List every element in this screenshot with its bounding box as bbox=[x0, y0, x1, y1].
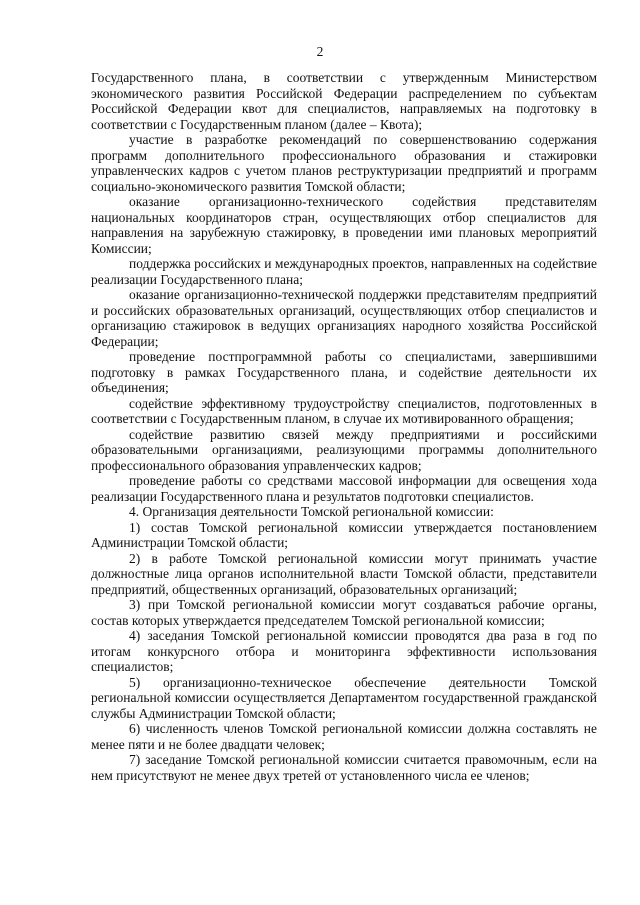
paragraph-employment: содействие эффективному трудоустройству специалистов, подготовленных в соответствии с Государственным планом, в случае их мотивированного обращения; bbox=[91, 395, 597, 426]
document-body bbox=[91, 70, 597, 783]
page-number: 2 bbox=[316, 44, 324, 59]
list-item-3: 3) при Томской региональной комиссии могут создаваться рабочие органы, состав которых утверждается председателем Томской региональной комиссии; bbox=[91, 597, 597, 628]
paragraph-relations: содействие развитию связей между предприятиями и российскими образовательными организациями, реализующими программы дополнительного профессионального образования управленческих кадров; bbox=[91, 426, 597, 473]
list-item-4: 4) заседания Томской региональной комиссии проводятся два раза в год по итогам конкурсного отбора и мониторинга эффективности использования специалистов; bbox=[91, 628, 597, 674]
list-item-1: 1) состав Томской региональной комиссии утверждается постановлением Администрации Томской области; bbox=[91, 519, 597, 550]
list-item-7: 7) заседание Томской региональной комиссии считается правомочным, если на нем присутствуют не менее двух третей от установленного числа ее членов; bbox=[91, 752, 597, 783]
list-item-6: 6) численность членов Томской региональной комиссии должна составлять не менее пяти и не более двадцати человек; bbox=[91, 721, 597, 752]
paragraph-projects-support: поддержка российских и международных проектов, направленных на содействие реализации Государственного плана; bbox=[91, 256, 597, 287]
paragraph-support-coordinators: оказание организационно-технического содействия представителям национальных координаторов стран, осуществляющих отбор специалистов для направления на зарубежную стажировку, в проведении ими плановых мероприятий Комиссии; bbox=[91, 194, 597, 256]
paragraph-media: проведение работы со средствами массовой информации для освещения хода реализации Государственного плана и результатов подготовки специалистов. bbox=[91, 473, 597, 504]
section-heading-organization: 4. Организация деятельности Томской региональной комиссии: bbox=[129, 504, 494, 519]
paragraph-technical-support: оказание организационно-технической поддержки представителям предприятий и российских образовательных организаций, осуществляющих отбор специалистов и организацию стажировок в ведущих организациях народного хозяйства Российской Федерации; bbox=[91, 287, 597, 349]
list-item-2: 2) в работе Томской региональной комиссии могут принимать участие должностные лица органов исполнительной власти Томской области, представители предприятий, общественных организаций, образовательных организаций; bbox=[91, 550, 597, 597]
list-item-5: 5) организационно-техническое обеспечение деятельности Томской региональной комиссии осуществляется Департаментом государственной гражданской службы Администрации Томской области; bbox=[91, 674, 597, 721]
paragraph-recommendations: участие в разработке рекомендаций по совершенствованию содержания программ дополнительного профессионального образования и стажировки управленческих кадров с учетом планов реструктуризации предприятий и программ социально-экономического развития Томской области; bbox=[91, 132, 597, 194]
paragraph-postprogram-work: проведение постпрограммной работы со специалистами, завершившими подготовку в рамках Государственного плана, и содействие деятельности их объединения; bbox=[91, 349, 597, 395]
paragraph-continuation: Государственного плана, в соответствии с утвержденным Министерством экономического развития Российской Федерации распределением по субъектам Российской Федерации квот для специалистов, направляемых на подготовку в соответствии с Государственным планом (далее – Квота); bbox=[91, 70, 597, 132]
